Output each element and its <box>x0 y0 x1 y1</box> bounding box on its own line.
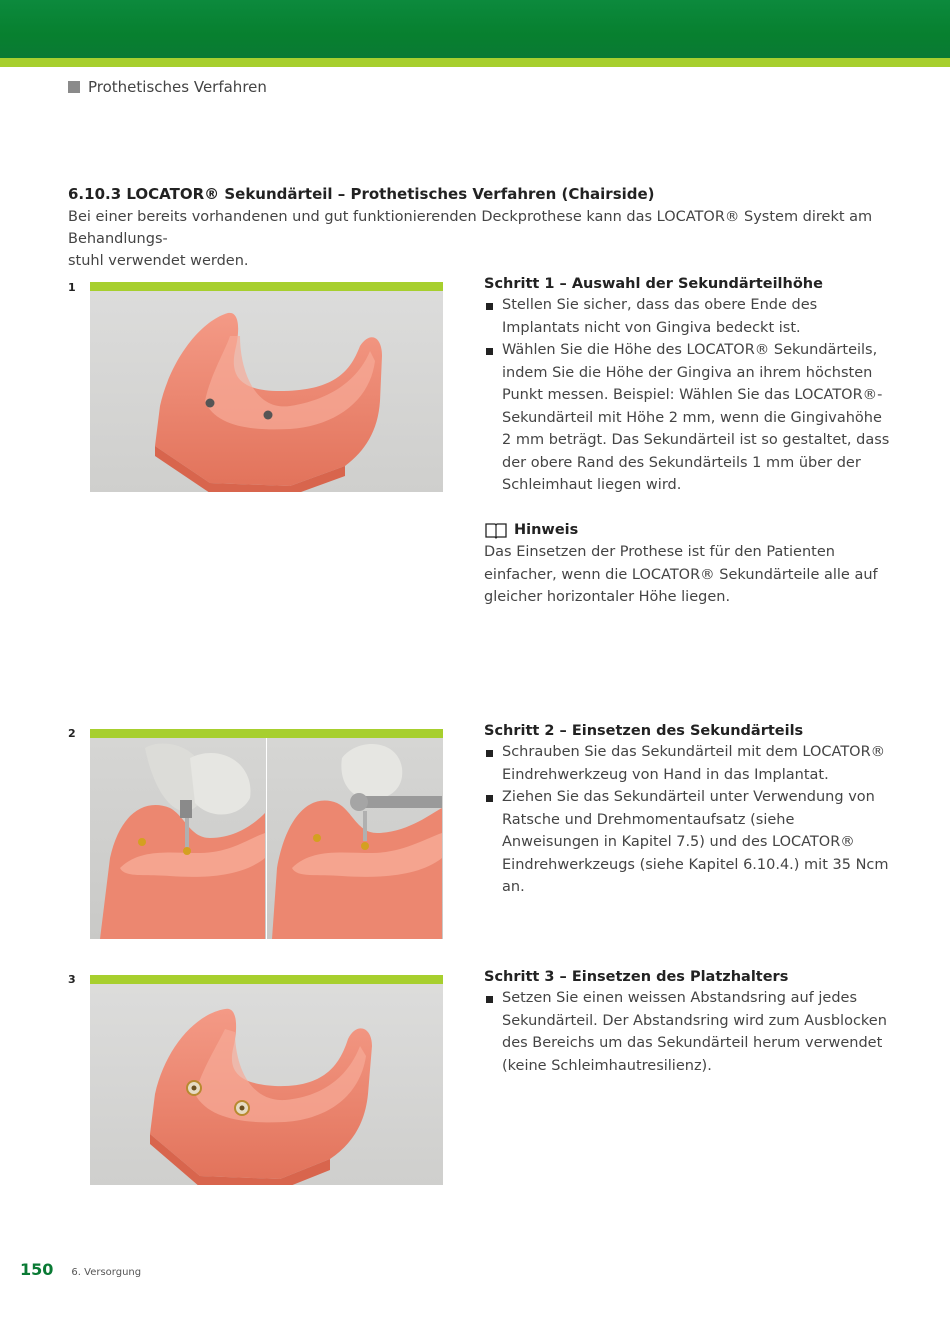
step-1-text <box>484 276 894 497</box>
ratchet-tool-illustration <box>267 738 442 939</box>
hint-title <box>484 521 894 539</box>
figure-accent-bar <box>90 729 443 738</box>
header-accent-stripe <box>0 58 950 67</box>
list-item: Stellen Sie sicher, dass das obere Ende des Implantats nicht von Gingiva bedeckt ist. <box>484 294 894 339</box>
step-2-figure <box>90 729 443 939</box>
step-2-photo <box>90 738 443 939</box>
hint-box <box>484 521 894 609</box>
step-2-photo-right <box>267 738 443 939</box>
page-footer <box>20 1260 141 1279</box>
step-2-photo-left <box>90 738 266 939</box>
list-item: Schrauben Sie das Sekundärteil mit dem LOCATOR® Eindrehwerkzeug von Hand in das Implantat. <box>484 741 894 786</box>
intro-line-1: Bei einer bereits vorhandenen und gut funktionierenden Deckprothese kann das LOCATOR® System direkt am Behandlungs- <box>68 209 873 247</box>
figure-accent-bar <box>90 975 443 984</box>
step-1-title: Schritt 1 – Auswahl der Sekundärteilhöhe <box>484 276 823 292</box>
list-item: Setzen Sie einen weissen Abstandsring auf jedes Sekundärteil. Der Abstandsring wird zum Ausblocken des Bereichs um das Sekundärteil herum verwendet (keine Schleimhautresilienz). <box>484 987 894 1077</box>
step-1-photo <box>90 291 443 492</box>
step-3-figure <box>90 975 443 1185</box>
step-2-text <box>484 723 894 899</box>
figure-accent-bar <box>90 282 443 291</box>
step-3-list <box>484 987 894 1077</box>
book-icon <box>484 521 508 539</box>
chapter-title: 6.10.3 LOCATOR® Sekundärteil – Prothetisches Verfahren (Chairside) <box>68 185 655 203</box>
step-2-title: Schritt 2 – Einsetzen des Sekundärteils <box>484 723 804 739</box>
step-3-photo <box>90 984 443 1185</box>
section-heading <box>68 78 267 96</box>
intro-line-2: stuhl verwendet werden. <box>68 253 249 269</box>
jaw-model-illustration <box>90 291 443 492</box>
section-heading-text: Prothetisches Verfahren <box>88 78 267 96</box>
section-square-icon <box>68 81 80 93</box>
hint-text: Das Einsetzen der Prothese ist für den Patienten einfacher, wenn die LOCATOR® Sekundärteile alle auf gleicher horizontaler Höhe liegen. <box>484 544 878 605</box>
hand-tool-illustration <box>90 738 265 939</box>
jaw-model-with-spacers-illustration <box>90 984 443 1185</box>
step-2-number: 2 <box>68 727 76 740</box>
page-number: 150 <box>20 1260 54 1279</box>
list-item: Wählen Sie die Höhe des LOCATOR® Sekundärteils, indem Sie die Höhe der Gingiva an ihrem höchsten Punkt messen. Beispiel: Wählen Sie das LOCATOR®-Sekundärteil mit Höhe 2 mm, wenn die Gingivahöhe 2 mm beträgt. Das Sekundärteil ist so gestaltet, dass der obere Rand des Sekundärteils 1 mm über der Schleimhaut liegen wird. <box>484 339 894 497</box>
step-1-list <box>484 294 894 497</box>
list-item: Ziehen Sie das Sekundärteil unter Verwendung von Ratsche und Drehmomentaufsatz (siehe Anweisungen in Kapitel 7.5) und des LOCATOR® Eindrehwerkzeugs (siehe Kapitel 6.10.4.) mit 35 Ncm an. <box>484 786 894 899</box>
footer-chapter: 6. Versorgung <box>71 1267 142 1278</box>
step-3-title: Schritt 3 – Einsetzen des Platzhalters <box>484 969 789 985</box>
step-1-number: 1 <box>68 281 76 294</box>
step-3-text <box>484 969 894 1077</box>
step-3-number: 3 <box>68 973 76 986</box>
intro-block <box>68 185 888 272</box>
hint-title-text: Hinweis <box>514 522 579 538</box>
header-band <box>0 0 950 58</box>
step-2-list <box>484 741 894 899</box>
step-1-figure <box>90 282 443 492</box>
